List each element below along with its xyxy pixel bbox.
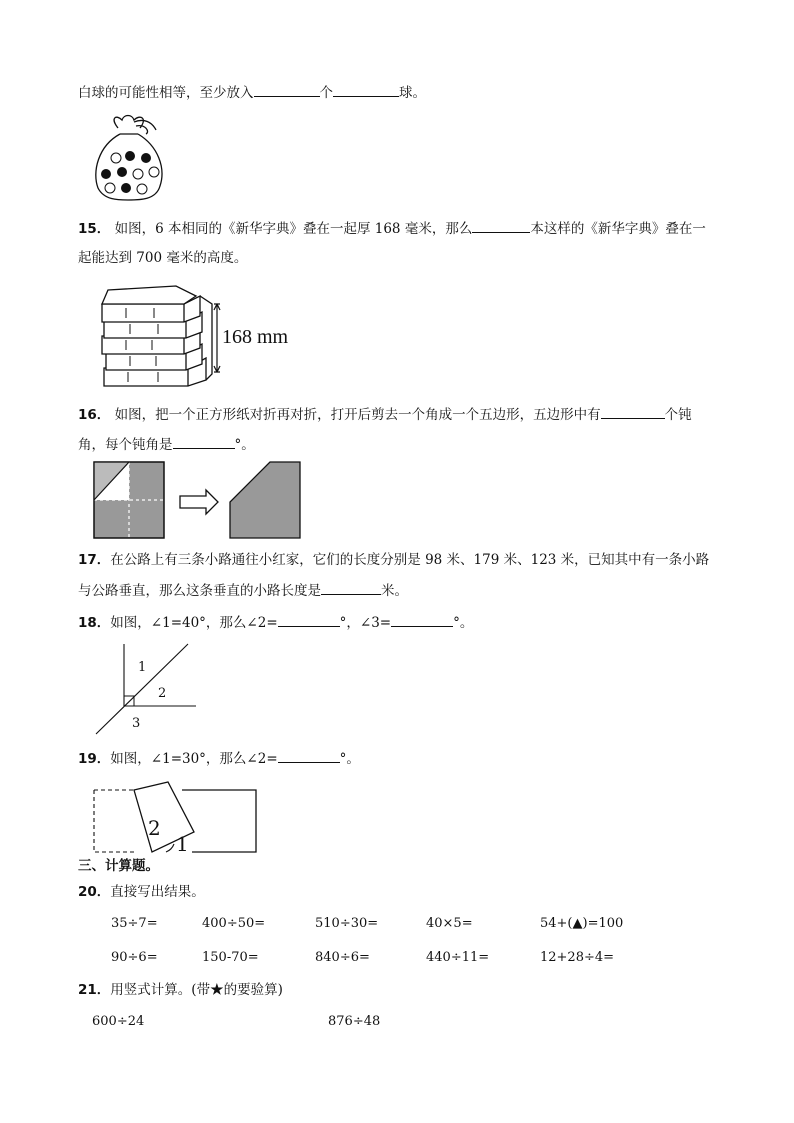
book-height-label: 168 mm: [222, 326, 289, 348]
answer-blank[interactable]: [391, 612, 453, 627]
calc-item: 400÷50=: [202, 916, 266, 931]
calc-item: 510÷30=: [315, 916, 379, 931]
q19-line: 19．如图，∠1=30°，那么∠2= °。: [78, 748, 754, 769]
answer-blank[interactable]: [472, 218, 530, 233]
answer-blank[interactable]: [333, 82, 399, 97]
calc-item: 840÷6=: [315, 950, 370, 965]
answer-blank[interactable]: [278, 612, 340, 627]
q17-line2: 与公路垂直，那么这条垂直的小路长度是 米。: [78, 580, 754, 601]
q14-line: 白球的可能性相等，至少放入 个 球。: [78, 82, 754, 103]
calc-item: 40×5=: [426, 916, 473, 931]
calc-item: 90÷6=: [111, 950, 158, 965]
answer-blank[interactable]: [601, 404, 665, 419]
calc-item: 35÷7=: [111, 916, 158, 931]
calc-item: 54+(▲)=100: [540, 916, 624, 931]
q16-line2: 角，每个钝角是 °。: [78, 434, 754, 455]
angle-label-1: 1: [176, 832, 189, 856]
answer-blank[interactable]: [278, 748, 340, 763]
angle-figure-q18: [92, 640, 202, 736]
calc-item: 150-70=: [202, 950, 259, 965]
vertical-calc-item: 600÷24: [92, 1014, 145, 1029]
q16-line1: 16． 如图，把一个正方形纸对折再对折，打开后剪去一个角成一个五边形，五边形中有 个钝: [78, 404, 754, 425]
angle-label-2: 2: [148, 816, 161, 840]
answer-blank[interactable]: [254, 82, 320, 97]
q17-line1: 17．在公路上有三条小路通往小红家，它们的长度分别是 98 米、179 米、123 米，已知其中有一条小路: [78, 552, 710, 568]
angle-label-3: 3: [132, 716, 141, 731]
answer-blank[interactable]: [321, 580, 381, 595]
angle-label-1: 1: [138, 660, 147, 675]
ball-bag-figure: [88, 112, 168, 204]
section-title: 三、计算题。: [78, 858, 159, 874]
q15-line2: 起能达到 700 毫米的高度。: [78, 250, 248, 266]
angle-label-2: 2: [158, 686, 167, 701]
answer-blank[interactable]: [173, 434, 235, 449]
q15-line1: 15． 如图，6 本相同的《新华字典》叠在一起厚 168 毫米，那么 本这样的《新华字典》叠在一: [78, 218, 754, 239]
square-fold-figure: [94, 462, 304, 542]
vertical-calc-item: 876÷48: [328, 1014, 381, 1029]
calc-item: 12+28÷4=: [540, 950, 615, 965]
calc-item: 440÷11=: [426, 950, 490, 965]
q21-line: 21．用竖式计算。(带★的要验算): [78, 982, 283, 998]
q18-line: 18．如图，∠1=40°，那么∠2= °，∠3= °。: [78, 612, 754, 633]
q20-line: 20．直接写出结果。: [78, 884, 205, 900]
